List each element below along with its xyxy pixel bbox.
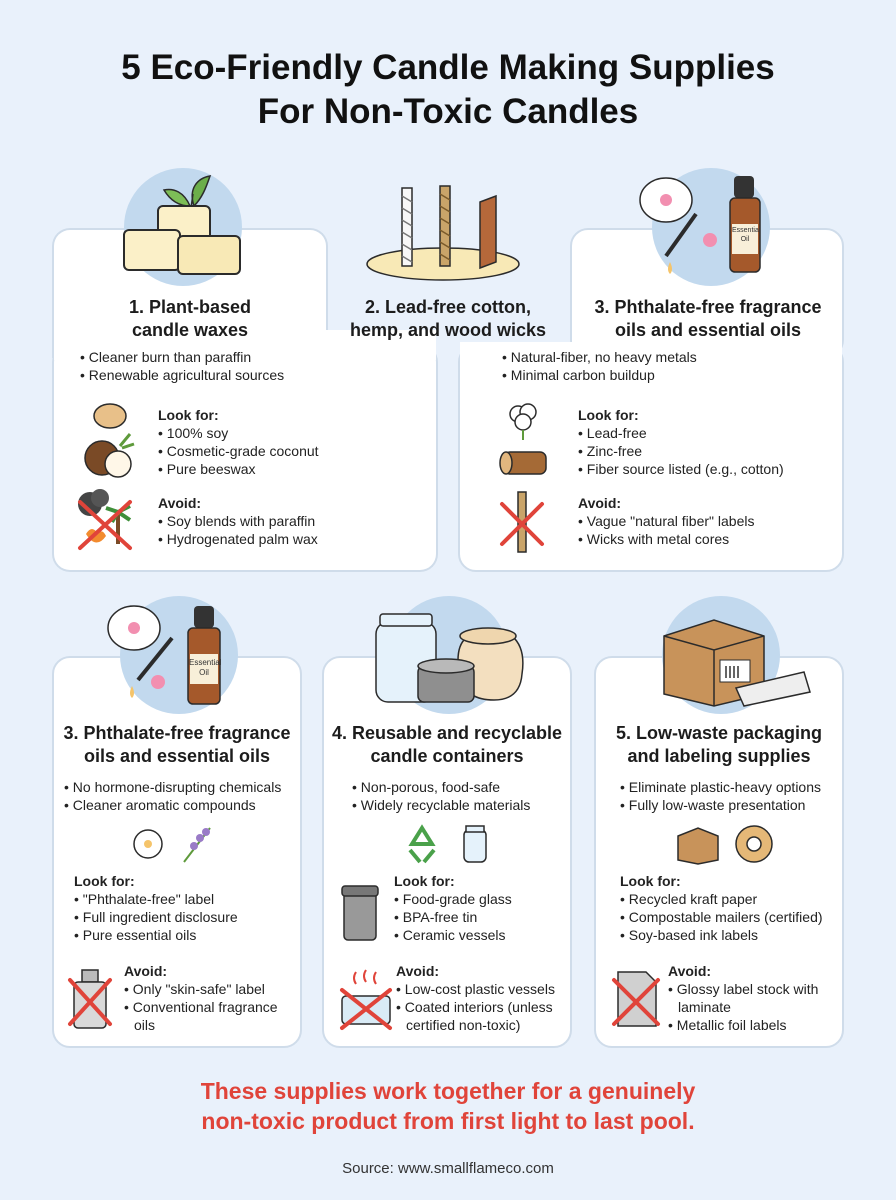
card-3-look-label: Look for:: [74, 873, 135, 889]
card-2-look-for: [578, 406, 784, 478]
card-5-bullet: • Eliminate plastic-heavy options: [620, 779, 821, 795]
card-5-avoid: [668, 962, 818, 1034]
card-5-avoid-item: • Metallic foil labels: [668, 1017, 787, 1033]
card-2-look-item: • Fiber source listed (e.g., cotton): [578, 461, 784, 477]
source-credit: Source: www.smallflameco.com: [342, 1160, 554, 1177]
card-3-bullets: [64, 778, 281, 814]
bean-coconut-icon: [80, 400, 136, 480]
card-3-top-title-line-1: 3. Phthalate-free fragrance: [594, 297, 822, 317]
card-2-avoid-item: • Wicks with metal cores: [578, 531, 730, 547]
card-2-look-item: • Lead-free: [578, 425, 647, 441]
essential-oil-icon: [636, 170, 776, 280]
card-1-title-line-2: candle waxes: [131, 320, 249, 340]
card-3-avoid-item: oils: [134, 1017, 156, 1033]
card-3-bullet: • No hormone-disrupting chemicals: [64, 779, 282, 795]
essential-oil-icon: [102, 598, 242, 708]
card-1-look-label: Look for:: [158, 407, 219, 423]
card-1-look-item: • 100% soy: [158, 425, 229, 441]
card-4-avoid-label: Avoid:: [396, 963, 440, 979]
card-4-look-for: [394, 872, 512, 944]
jasmine-lavender-icon: [128, 822, 220, 866]
card-1-bullet: • Renewable agricultural sources: [80, 367, 285, 383]
card-5-look-label: Look for:: [620, 873, 681, 889]
card-3-avoid-item: • Only "skin-safe" label: [124, 981, 265, 997]
card-3-avoid-item: • Conventional fragrance: [124, 999, 278, 1015]
card-4-look-item: • BPA-free tin: [394, 909, 478, 925]
card-1-look-for: [158, 406, 319, 478]
card-5-title-line-2: and labeling supplies: [627, 746, 811, 766]
card-5-bullets: [620, 778, 821, 814]
card-2-title: [330, 296, 566, 342]
page-title-line-1: 5 Eco-Friendly Candle Making Supplies: [121, 48, 775, 87]
card-3-look-item: • Pure essential oils: [74, 927, 197, 943]
recycle-jar-icon: [402, 822, 498, 866]
card-5-avoid-item: • Glossy label stock with: [668, 981, 819, 997]
card-1-look-item: • Pure beeswax: [158, 461, 256, 477]
card-1-bullets: [80, 348, 284, 384]
cotton-log-icon: [496, 400, 556, 480]
card-2-bullet: • Minimal carbon buildup: [502, 367, 655, 383]
card-3-avoid: [124, 962, 278, 1034]
cardboard-box-icon: [654, 606, 814, 710]
smoke-palm-avoid-icon: [72, 488, 138, 554]
card-5-look-item: • Soy-based ink labels: [620, 927, 758, 943]
card-3-look-item: • "Phthalate-free" label: [74, 891, 215, 907]
card-4-look-label: Look for:: [394, 873, 455, 889]
card-4-bullet: • Widely recyclable materials: [352, 797, 531, 813]
card-5-title: [596, 722, 842, 768]
card-4-title-line-2: candle containers: [370, 746, 524, 766]
card-1-title: [80, 296, 300, 342]
card-3-title-line-1: 3. Phthalate-free fragrance: [63, 723, 291, 743]
card-4-look-item: • Ceramic vessels: [394, 927, 506, 943]
box-tape-icon: [672, 822, 782, 866]
card-4-avoid-item: • Coated interiors (unless: [396, 999, 553, 1015]
card-1-bullet: • Cleaner burn than paraffin: [80, 349, 252, 365]
card-1-avoid-item: • Hydrogenated palm wax: [158, 531, 318, 547]
card-5-avoid-label: Avoid:: [668, 963, 712, 979]
card-2-avoid-label: Avoid:: [578, 495, 622, 511]
card-2-look-label: Look for:: [578, 407, 639, 423]
card-3-look-for: [74, 872, 238, 944]
card-4-avoid-item: certified non-toxic): [406, 1017, 521, 1033]
card-1-look-item: • Cosmetic-grade coconut: [158, 443, 319, 459]
card-4-title-line-1: 4. Reusable and recyclable: [331, 723, 563, 743]
footer-line-2: non-toxic product from first light to last pool.: [201, 1108, 695, 1134]
card-5-look-item: • Recycled kraft paper: [620, 891, 758, 907]
card-4-title: [324, 722, 570, 768]
card-4-avoid-item: • Low-cost plastic vessels: [396, 981, 555, 997]
card-3-avoid-label: Avoid:: [124, 963, 168, 979]
card-4-bullet: • Non-porous, food-safe: [352, 779, 501, 795]
wicks-icon: [364, 182, 522, 284]
card-2-bullet: • Natural-fiber, no heavy metals: [502, 349, 697, 365]
card-5-look-item: • Compostable mailers (certified): [620, 909, 823, 925]
card-4-bullets: [352, 778, 530, 814]
foil-label-avoid-icon: [608, 966, 664, 1032]
card-3-look-item: • Full ingredient disclosure: [74, 909, 238, 925]
card-5-look-for: [620, 872, 823, 944]
containers-icon: [370, 608, 530, 708]
card-1-avoid-item: • Soy blends with paraffin: [158, 513, 316, 529]
card-4-look-item: • Food-grade glass: [394, 891, 512, 907]
card-4-avoid: [396, 962, 555, 1034]
card-5-avoid-item: laminate: [678, 999, 731, 1015]
fragrance-bottle-label-top: Essential Oil: [732, 227, 761, 243]
card-2-look-item: • Zinc-free: [578, 443, 643, 459]
plastic-container-avoid-icon: [336, 966, 396, 1032]
tin-icon: [340, 884, 380, 944]
card-2-title-line-1: 2. Lead-free cotton,: [364, 297, 532, 317]
card-3-top-title: [572, 296, 844, 342]
metal-wick-avoid-icon: [496, 490, 548, 554]
footer-line-1: These supplies work together for a genuinely: [200, 1078, 696, 1104]
card-1-avoid: [158, 494, 318, 548]
card-5-bullet: • Fully low-waste presentation: [620, 797, 806, 813]
page-title-line-2: For Non-Toxic Candles: [257, 92, 639, 131]
card-5-title-line-1: 5. Low-waste packaging: [615, 723, 823, 743]
card-3-title: [54, 722, 300, 768]
fragrance-bottle-avoid-icon: [64, 966, 116, 1032]
card-2-avoid: [578, 494, 754, 548]
footer-tagline: [0, 1076, 896, 1136]
card-1-title-line-1: 1. Plant-based: [128, 297, 252, 317]
page-title: [0, 46, 896, 134]
wax-cubes-icon: [118, 168, 248, 280]
card-3-top-title-line-2: oils and essential oils: [614, 320, 802, 340]
card-2-avoid-item: • Vague "natural fiber" labels: [578, 513, 755, 529]
card-3-title-line-2: oils and essential oils: [83, 746, 271, 766]
fragrance-bottle-label: Essential Oil: [189, 658, 222, 677]
card-3-bullet: • Cleaner aromatic compounds: [64, 797, 256, 813]
card-2-bullets: [502, 348, 697, 384]
card-1-avoid-label: Avoid:: [158, 495, 202, 511]
card-2-title-line-2: hemp, and wood wicks: [349, 320, 547, 340]
